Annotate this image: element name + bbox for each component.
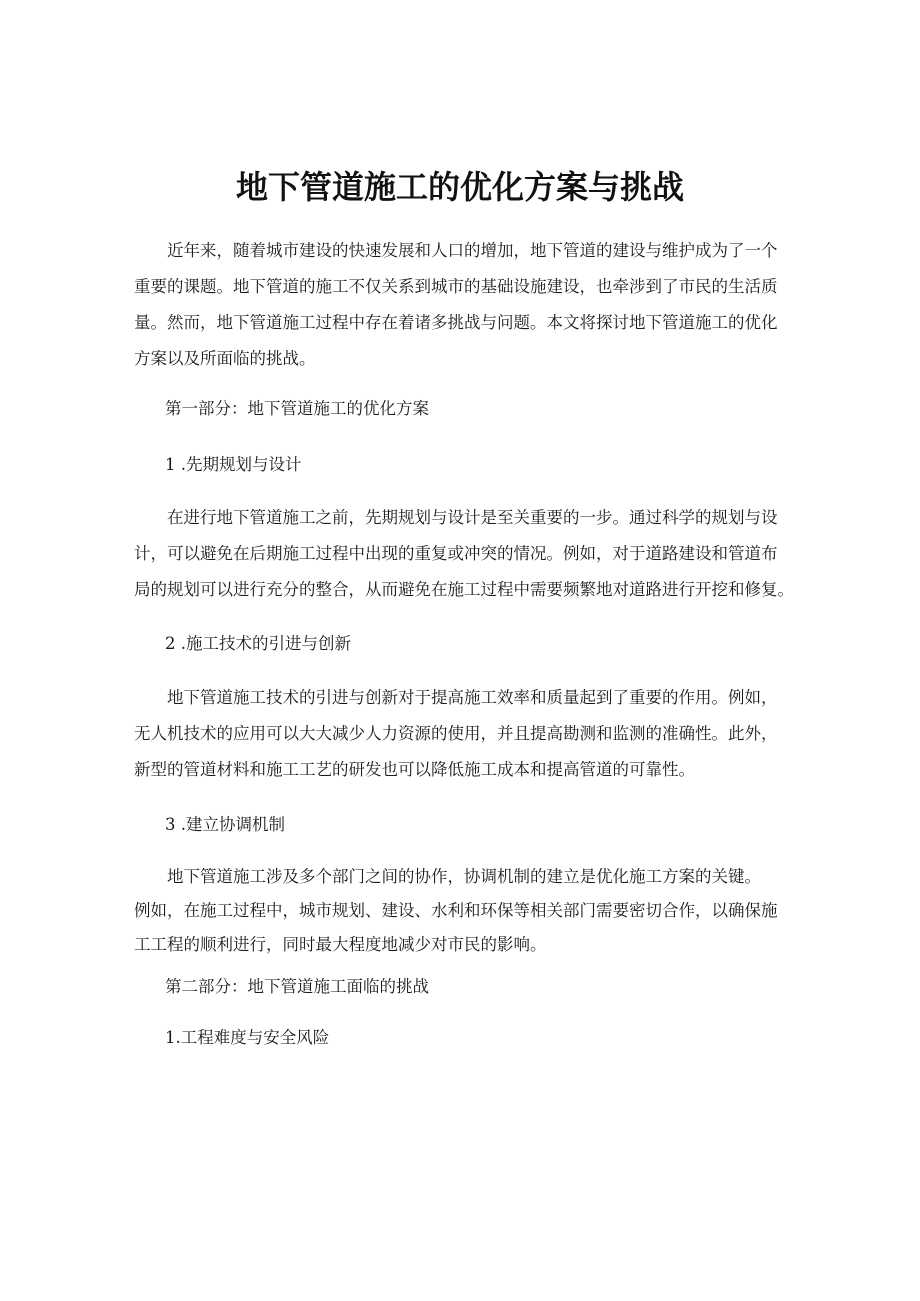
section1-line: 局的规划可以进行充分的整合，从而避免在施工过程中需要频繁地对道路进行开挖和修复。	[134, 580, 794, 599]
section1-line: 计，可以避免在后期施工过程中出现的重复或冲突的情况。例如，对于道路建设和管道布	[134, 544, 778, 563]
section1-heading: 1 .先期规划与设计	[165, 455, 302, 474]
intro-line: 方案以及所面临的挑战。	[134, 349, 316, 368]
part2-heading: 第二部分：地下管道施工面临的挑战	[165, 977, 429, 996]
intro-line: 量。然而，地下管道施工过程中存在着诸多挑战与问题。本文将探讨地下管道施工的优化	[134, 313, 778, 332]
section3-heading: 3 .建立协调机制	[165, 815, 285, 834]
section3-line: 地下管道施工涉及多个部门之间的协作，协调机制的建立是优化施工方案的关键。	[167, 867, 761, 886]
section3-line: 工工程的顺利进行，同时最大程度地减少对市民的影响。	[134, 935, 547, 954]
section3-line: 例如，在施工过程中，城市规划、建设、水利和环保等相关部门需要密切合作，以确保施	[134, 901, 778, 920]
intro-line: 近年来，随着城市建设的快速发展和人口的增加，地下管道的建设与维护成为了一个	[167, 241, 778, 260]
section3-paragraph	[134, 860, 799, 962]
section1-paragraph	[134, 500, 799, 608]
section2-line: 新型的管道材料和施工工艺的研发也可以降低施工成本和提高管道的可靠性。	[134, 760, 695, 779]
part1-heading: 第一部分：地下管道施工的优化方案	[165, 399, 429, 418]
section2-line: 地下管道施工技术的引进与创新对于提高施工效率和质量起到了重要的作用。例如，	[167, 688, 778, 707]
challenge1-heading: 1.工程难度与安全风险	[165, 1028, 330, 1047]
section1-line: 在进行地下管道施工之前，先期规划与设计是至关重要的一步。通过科学的规划与设	[167, 508, 778, 527]
document-title: 地下管道施工的优化方案与挑战	[235, 168, 684, 206]
section2-paragraph	[134, 680, 799, 788]
intro-line: 重要的课题。地下管道的施工不仅关系到城市的基础设施建设，也牵涉到了市民的生活质	[134, 277, 778, 296]
section2-heading: 2 .施工技术的引进与创新	[165, 634, 351, 653]
section2-line: 无人机技术的应用可以大大减少人力资源的使用，并且提高勘测和监测的准确性。此外，	[134, 724, 778, 743]
intro-paragraph	[134, 233, 799, 377]
